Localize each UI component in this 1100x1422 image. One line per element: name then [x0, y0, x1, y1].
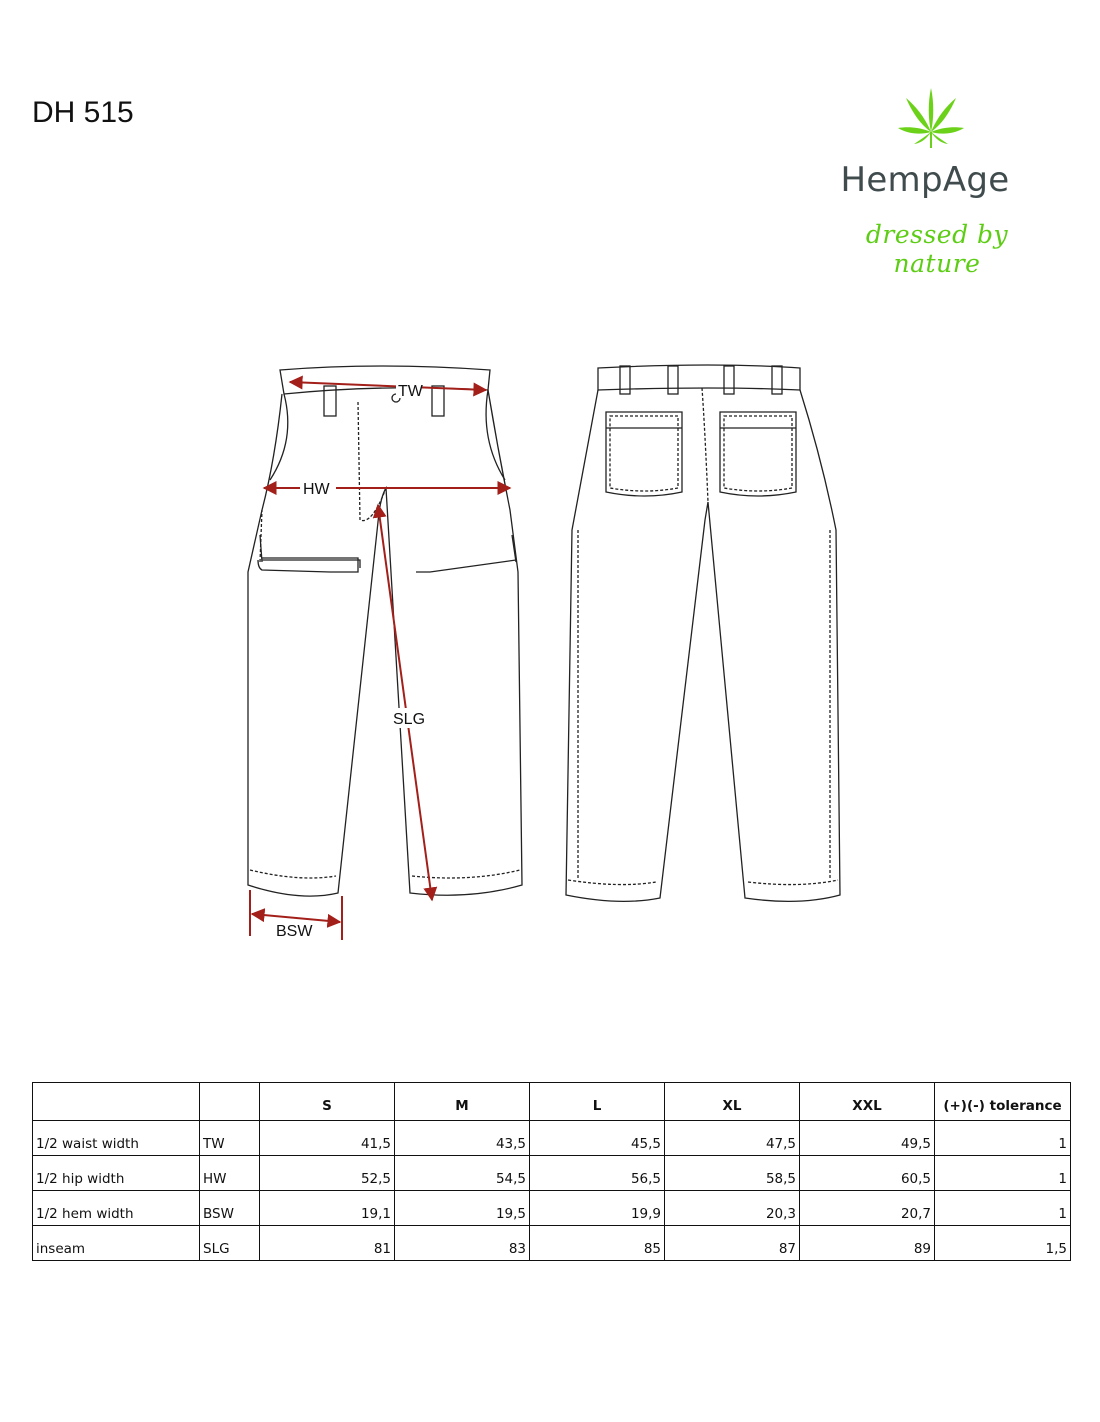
- measure-code: BSW: [200, 1191, 260, 1226]
- header-size-xxl: XXL: [800, 1083, 935, 1121]
- pants-back-view: [566, 365, 840, 901]
- value-l: 56,5: [530, 1156, 665, 1191]
- header-tolerance: (+)(-) tolerance: [935, 1083, 1071, 1121]
- measure-name: 1/2 hip width: [33, 1156, 200, 1191]
- value-l: 85: [530, 1226, 665, 1261]
- measure-code: SLG: [200, 1226, 260, 1261]
- header-cell: [33, 1083, 200, 1121]
- value-xxl: 60,5: [800, 1156, 935, 1191]
- value-tolerance: 1: [935, 1121, 1071, 1156]
- measurement-lines: [250, 382, 510, 940]
- slg-label: SLG: [393, 711, 426, 728]
- header-size-l: L: [530, 1083, 665, 1121]
- size-chart-table: [32, 1082, 1071, 1261]
- hw-label: HW: [303, 481, 330, 498]
- value-xl: 47,5: [665, 1121, 800, 1156]
- value-xxl: 89: [800, 1226, 935, 1261]
- value-xxl: 49,5: [800, 1121, 935, 1156]
- bsw-label: BSW: [276, 923, 313, 940]
- value-xl: 58,5: [665, 1156, 800, 1191]
- value-l: 45,5: [530, 1121, 665, 1156]
- value-xl: 20,3: [665, 1191, 800, 1226]
- table-header-row: [33, 1083, 1071, 1121]
- brand-tagline: dressed by nature: [865, 220, 1009, 278]
- measure-name: inseam: [33, 1226, 200, 1261]
- hemp-leaf-icon: [898, 88, 964, 148]
- value-tolerance: 1: [935, 1156, 1071, 1191]
- value-m: 83: [395, 1226, 530, 1261]
- value-l: 19,9: [530, 1191, 665, 1226]
- measure-name: 1/2 waist width: [33, 1121, 200, 1156]
- value-m: 43,5: [395, 1121, 530, 1156]
- measure-code: HW: [200, 1156, 260, 1191]
- measure-code: TW: [200, 1121, 260, 1156]
- brand-logo: [810, 88, 1050, 278]
- value-m: 54,5: [395, 1156, 530, 1191]
- slg-arrow: [378, 505, 432, 900]
- value-s: 81: [260, 1226, 395, 1261]
- pants-front-view: [248, 366, 522, 896]
- brand-name: HempAge: [840, 160, 1010, 200]
- value-xl: 87: [665, 1226, 800, 1261]
- value-s: 41,5: [260, 1121, 395, 1156]
- tw-arrow: [290, 382, 486, 390]
- value-tolerance: 1: [935, 1191, 1071, 1226]
- header-cell: [200, 1083, 260, 1121]
- table-row: [33, 1156, 1071, 1191]
- technical-drawing: [0, 340, 1100, 960]
- value-m: 19,5: [395, 1191, 530, 1226]
- header-size-m: M: [395, 1083, 530, 1121]
- value-s: 19,1: [260, 1191, 395, 1226]
- bsw-arrow: [252, 914, 340, 922]
- table-row: [33, 1226, 1071, 1261]
- value-tolerance: 1,5: [935, 1226, 1071, 1261]
- header-size-s: S: [260, 1083, 395, 1121]
- value-s: 52,5: [260, 1156, 395, 1191]
- tw-label: TW: [398, 383, 423, 400]
- header-size-xl: XL: [665, 1083, 800, 1121]
- value-xxl: 20,7: [800, 1191, 935, 1226]
- measure-name: 1/2 hem width: [33, 1191, 200, 1226]
- table-row: [33, 1191, 1071, 1226]
- product-code: DH 515: [32, 96, 134, 129]
- table-row: [33, 1121, 1071, 1156]
